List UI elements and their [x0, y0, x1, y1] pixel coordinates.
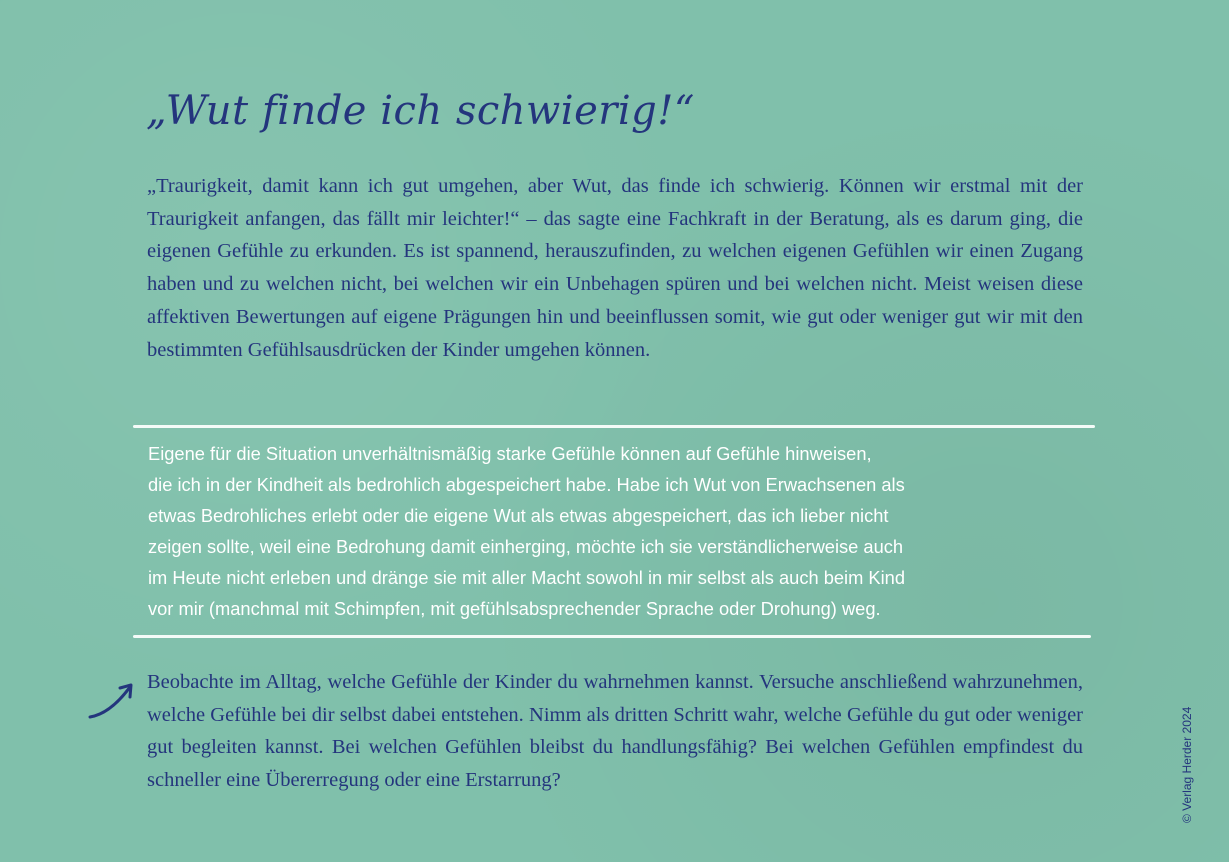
highlight-text: [148, 439, 1078, 624]
highlight-line: Eigene für die Situation unverhältnismäßig starke Gefühle können auf Gefühle hinweisen,: [148, 443, 872, 464]
highlight-line: vor mir (manchmal mit Schimpfen, mit gefühlsabsprechender Sprache oder Drohung) weg.: [148, 597, 881, 619]
curved-arrow-icon: [86, 682, 136, 722]
highlight-line: etwas Bedrohliches erlebt oder die eigene Wut als etwas abgespeichert, das ich lieber nicht: [148, 504, 889, 526]
highlight-top-rule: [133, 425, 1095, 428]
highlight-line: im Heute nicht erleben und dränge sie mit aller Macht sowohl in mir selbst als auch beim Kind: [148, 566, 906, 588]
intro-paragraph: „Traurigkeit, damit kann ich gut umgehen, aber Wut, das finde ich schwierig. Können wir erstmal mit der Traurigkeit anfangen, das fällt mir leichter!“ – das sagte eine Fachkraft in der Beratung, als es darum ging, die eigenen Gefühle zu erkunden. Es ist spannend, herauszufinden, zu welchen eigenen Gefühlen wir einen Zugang haben und zu welchen nicht, bei welchen wir ein Unbehagen spüren und bei welchen nicht. Meist weisen diese affektiven Bewertungen auf eigene Prägungen hin und beeinflussen somit, wie gut oder weniger gut wir mit den bestimmten Gefühlsausdrücken der Kinder umgehen können.: [147, 175, 1083, 361]
copyright-note: © Verlag Herder 2024: [1180, 706, 1194, 823]
task-paragraph: Beobachte im Alltag, welche Gefühle der Kinder du wahrnehmen kannst. Versuche anschließend wahrzunehmen, welche Gefühle bei dir selbst dabei entstehen. Nimm als dritten Schritt wahr, welche Gefühle du gut oder weniger gut begleiten kannst. Bei welchen Gefühlen bleibst du handlungsfähig? Bei welchen Gefühlen empfindest du schneller eine Übererregung oder eine Erstarrung?: [147, 671, 1083, 792]
highlight-box: [133, 425, 1095, 640]
highlight-line: zeigen sollte, weil eine Bedrohung damit einherging, möchte ich sie verständlicherweise auch: [148, 535, 904, 557]
highlight-bottom-rule: [133, 635, 1091, 638]
highlight-line: die ich in der Kindheit als bedrohlich abgespeichert habe. Habe ich Wut von Erwachsenen als: [148, 473, 905, 495]
page-title: „Wut finde ich schwierig!“: [146, 88, 695, 134]
